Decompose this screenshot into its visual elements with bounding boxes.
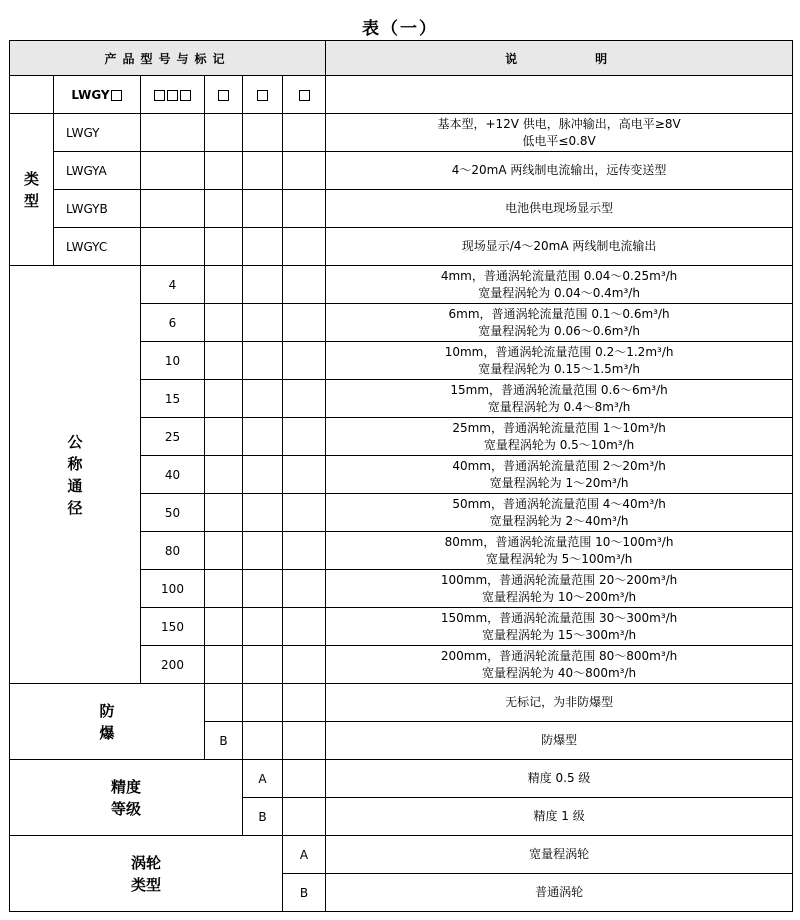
diameter-code: 6 [141, 304, 205, 342]
turbine-row [10, 836, 793, 874]
header-row [10, 41, 793, 76]
type-section-label: 类型 [10, 114, 54, 266]
type-row [10, 190, 793, 228]
accuracy-description: 精度 0.5 级 [326, 760, 793, 798]
diameter-code: 25 [141, 418, 205, 456]
product-model-table [9, 40, 793, 912]
diameter-description: 100mm，普通涡轮流量范围 20～200m³/h 宽量程涡轮为 10～200m³/h [326, 570, 793, 608]
diameter-code: 200 [141, 646, 205, 684]
diameter-code: 50 [141, 494, 205, 532]
accuracy-row [10, 760, 793, 798]
model-box-cell [243, 76, 283, 114]
blank-cell [326, 76, 793, 114]
model-box-cell [283, 76, 326, 114]
placeholder-box-icon [154, 90, 165, 101]
turbine-description: 宽量程涡轮 [326, 836, 793, 874]
diameter-code: 150 [141, 608, 205, 646]
type-code: LWGYB [54, 190, 141, 228]
placeholder-box-icon [299, 90, 310, 101]
diameter-row [10, 266, 793, 304]
product-model-header: 产品型号与标记 [10, 41, 326, 76]
explosion-row [10, 684, 793, 722]
explosion-description: 无标记，为非防爆型 [326, 684, 793, 722]
placeholder-box-icon [167, 90, 178, 101]
type-code: LWGY [54, 114, 141, 152]
type-row [10, 114, 793, 152]
diameter-description: 150mm，普通涡轮流量范围 30～300m³/h 宽量程涡轮为 15～300m³/h [326, 608, 793, 646]
diameter-description: 10mm，普通涡轮流量范围 0.2～1.2m³/h 宽量程涡轮为 0.15～1.5m³/h [326, 342, 793, 380]
diameter-code: 100 [141, 570, 205, 608]
model-boxes-cell [141, 76, 205, 114]
blank-cell [10, 76, 54, 114]
diameter-description: 6mm，普通涡轮流量范围 0.1～0.6m³/h 宽量程涡轮为 0.06～0.6m³/h [326, 304, 793, 342]
turbine-code: B [283, 874, 326, 912]
diameter-description: 4mm，普通涡轮流量范围 0.04～0.25m³/h 宽量程涡轮为 0.04～0.4m³/h [326, 266, 793, 304]
type-description: 电池供电现场显示型 [326, 190, 793, 228]
diameter-section-label: 公称通径 [10, 266, 141, 684]
type-description: 现场显示/4～20mA 两线制电流输出 [326, 228, 793, 266]
diameter-code: 10 [141, 342, 205, 380]
placeholder-box-icon [180, 90, 191, 101]
type-code: LWGYC [54, 228, 141, 266]
type-description: 4～20mA 两线制电流输出，远传变送型 [326, 152, 793, 190]
placeholder-box-icon [257, 90, 268, 101]
type-code: LWGYA [54, 152, 141, 190]
diameter-description: 40mm，普通涡轮流量范围 2～20m³/h 宽量程涡轮为 1～20m³/h [326, 456, 793, 494]
diameter-description: 50mm，普通涡轮流量范围 4～40m³/h 宽量程涡轮为 2～40m³/h [326, 494, 793, 532]
accuracy-section-label: 精度 等级 [10, 760, 243, 836]
model-box-cell [205, 76, 243, 114]
type-row [10, 228, 793, 266]
table-title: 表（一） [362, 19, 438, 39]
accuracy-description: 精度 1 级 [326, 798, 793, 836]
diameter-description: 80mm，普通涡轮流量范围 10～100m³/h 宽量程涡轮为 5～100m³/h [326, 532, 793, 570]
model-code-row [10, 76, 793, 114]
diameter-code: 4 [141, 266, 205, 304]
turbine-description: 普通涡轮 [326, 874, 793, 912]
explosion-section-label: 防 爆 [10, 684, 205, 760]
turbine-code: A [283, 836, 326, 874]
placeholder-box-icon [111, 90, 122, 101]
explosion-code: B [205, 722, 243, 760]
turbine-section-label: 涡轮 类型 [10, 836, 283, 912]
diameter-code: 80 [141, 532, 205, 570]
explosion-description: 防爆型 [326, 722, 793, 760]
diameter-code: 40 [141, 456, 205, 494]
diameter-description: 15mm，普通涡轮流量范围 0.6～6m³/h 宽量程涡轮为 0.4～8m³/h [326, 380, 793, 418]
model-code-cell [54, 76, 141, 114]
diameter-description: 200mm，普通涡轮流量范围 80～800m³/h 宽量程涡轮为 40～800m³/h [326, 646, 793, 684]
type-description: 基本型，+12V 供电，脉冲输出，高电平≥8V 低电平≤0.8V [326, 114, 793, 152]
explosion-code [205, 684, 243, 722]
accuracy-code: B [243, 798, 283, 836]
placeholder-box-icon [218, 90, 229, 101]
description-header: 说 明 [326, 41, 793, 76]
diameter-code: 15 [141, 380, 205, 418]
diameter-description: 25mm，普通涡轮流量范围 1～10m³/h 宽量程涡轮为 0.5～10m³/h [326, 418, 793, 456]
type-row [10, 152, 793, 190]
model-code: LWGY [71, 87, 110, 102]
accuracy-code: A [243, 760, 283, 798]
